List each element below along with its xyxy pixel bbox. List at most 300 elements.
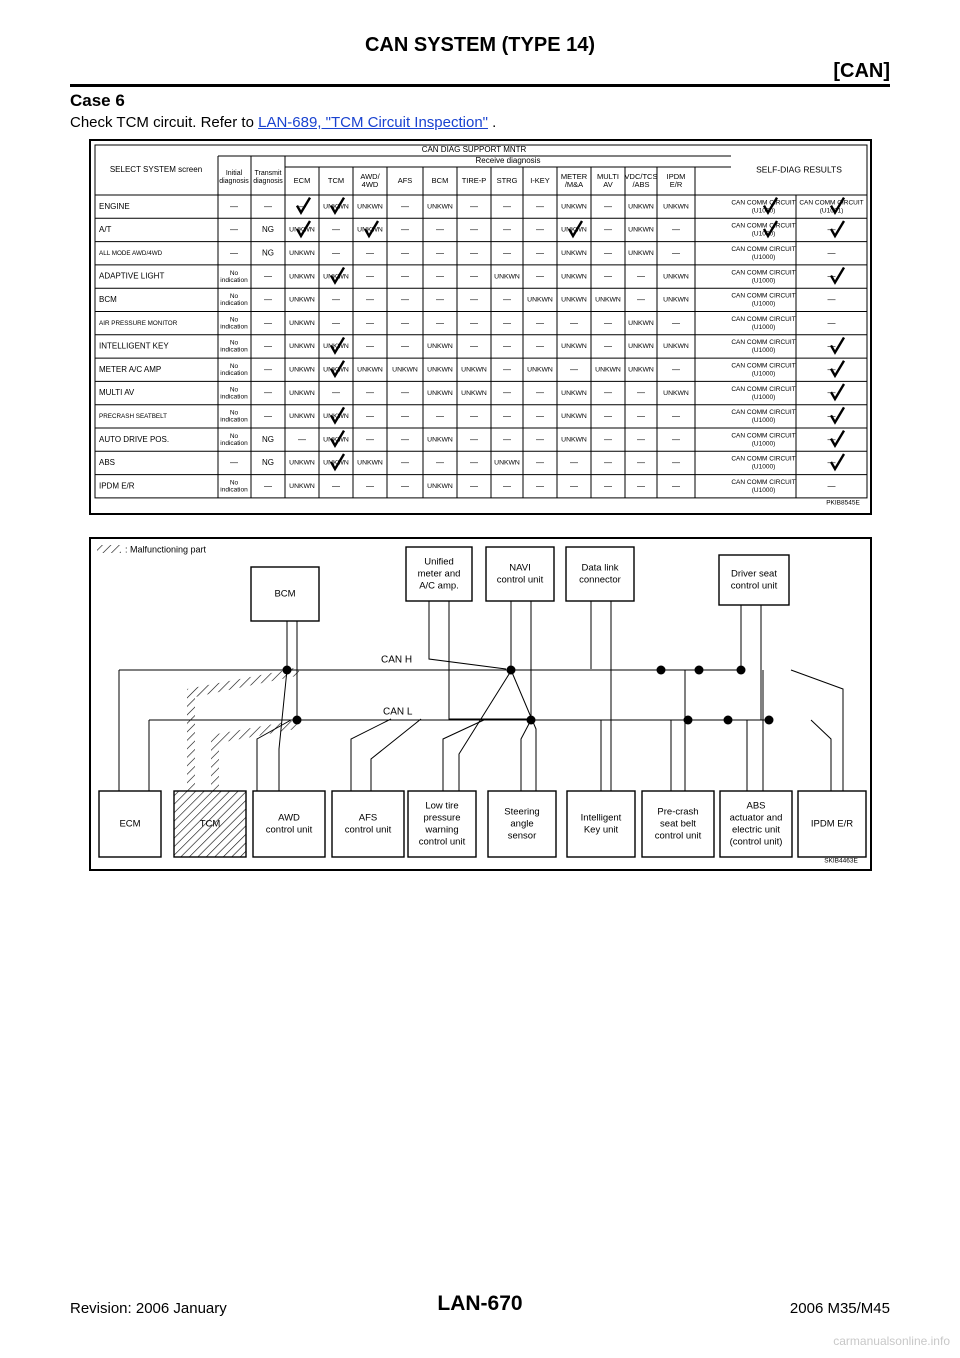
junction-dot bbox=[283, 666, 292, 675]
receive-value: — bbox=[401, 434, 409, 444]
bottom-unit-box-label: (control unit) bbox=[729, 836, 783, 848]
receive-column-header: E/R bbox=[669, 179, 683, 189]
receive-value: — bbox=[470, 271, 478, 281]
receive-value: — bbox=[604, 341, 612, 351]
receive-value: UNKWN bbox=[561, 203, 587, 211]
row-system-name: METER A/C AMP bbox=[99, 364, 162, 374]
receive-value: UNKWN bbox=[527, 296, 553, 304]
receive-value: — bbox=[401, 294, 409, 304]
receive-value: — bbox=[672, 411, 680, 421]
instruction-text bbox=[70, 114, 496, 131]
top-unit-box-label: Driver seat bbox=[731, 568, 777, 580]
receive-value: — bbox=[366, 481, 374, 491]
bottom-unit-box-label: control unit bbox=[265, 824, 313, 836]
receive-value: — bbox=[503, 248, 511, 258]
junction-dot bbox=[695, 666, 704, 675]
top-unit-box-label: A/C amp. bbox=[419, 580, 459, 592]
initial-diagnosis-value: indication bbox=[220, 416, 248, 424]
inspection-link[interactable]: LAN-689, "TCM Circuit Inspection" bbox=[258, 114, 489, 131]
receive-value: UNKWN bbox=[527, 366, 553, 374]
receive-value: — bbox=[470, 318, 478, 328]
row-system-name: ALL MODE AWD/4WD bbox=[99, 249, 163, 257]
can-diag-table-figure bbox=[89, 139, 872, 515]
receive-value: — bbox=[672, 318, 680, 328]
receive-value: UNKWN bbox=[561, 413, 587, 421]
bottom-unit-box-label: Intelligent bbox=[580, 812, 622, 824]
receive-value: — bbox=[637, 388, 645, 398]
top-unit-box-label: meter and bbox=[417, 568, 461, 580]
receive-value: UNKWN bbox=[427, 483, 453, 491]
receive-value: — bbox=[298, 434, 306, 444]
page-title: CAN SYSTEM (TYPE 14) bbox=[364, 34, 596, 56]
receive-value: — bbox=[604, 201, 612, 211]
receive-value: — bbox=[503, 318, 511, 328]
junction-dot bbox=[507, 666, 516, 675]
receive-value: — bbox=[332, 318, 340, 328]
transmit-diagnosis-value: — bbox=[264, 411, 272, 421]
receive-value: — bbox=[436, 271, 444, 281]
receive-value: UNKWN bbox=[561, 296, 587, 304]
initial-diagnosis-value: — bbox=[230, 458, 238, 468]
top-unit-box-label: NAVI bbox=[509, 562, 531, 574]
receive-value: — bbox=[604, 225, 612, 235]
initial-diagnosis-value: No bbox=[229, 339, 239, 347]
junction-dot bbox=[293, 716, 302, 725]
initial-diagnosis-value: indication bbox=[220, 346, 248, 354]
self-diag-value: CAN COMM CIRCUIT bbox=[731, 199, 796, 207]
receive-value: — bbox=[503, 481, 511, 491]
receive-value: — bbox=[570, 318, 578, 328]
receive-value: UNKWN bbox=[323, 459, 349, 467]
initial-diagnosis-value: No bbox=[229, 432, 239, 440]
receive-value: UNKWN bbox=[357, 226, 383, 234]
receive-value: UNKWN bbox=[289, 343, 315, 351]
transmit-diagnosis-value: — bbox=[264, 364, 272, 374]
malfunction-harness-l bbox=[211, 720, 301, 791]
can-l-label: CAN L bbox=[383, 706, 413, 718]
receive-value: — bbox=[366, 294, 374, 304]
receive-column-header: BCM bbox=[431, 175, 449, 185]
legend-text: : Malfunctioning part bbox=[125, 544, 207, 555]
self-diag-value: (U1000) bbox=[751, 207, 776, 215]
self-diag-value: CAN COMM CIRCUIT bbox=[731, 409, 796, 417]
receive-value: — bbox=[401, 201, 409, 211]
initial-diagnosis-value: No bbox=[229, 362, 239, 370]
bottom-unit-box-label: control unit bbox=[654, 830, 702, 842]
receive-column-header: VDC/TCS bbox=[624, 171, 658, 181]
receive-value: — bbox=[604, 318, 612, 328]
receive-value: — bbox=[503, 201, 511, 211]
receive-value: UNKWN bbox=[289, 319, 315, 327]
self-diag-value: — bbox=[827, 411, 836, 421]
receive-value: — bbox=[536, 458, 544, 468]
receive-value: — bbox=[366, 271, 374, 281]
self-diag-value: (U1000) bbox=[751, 370, 776, 378]
figure-code: PKIB8545E bbox=[826, 499, 860, 507]
receive-value: UNKWN bbox=[461, 389, 487, 397]
row-system-name: ENGINE bbox=[99, 201, 130, 211]
wire bbox=[371, 719, 421, 791]
receive-value: UNKWN bbox=[357, 203, 383, 211]
self-diag-value: (U1000) bbox=[751, 440, 776, 448]
revision-label: Revision: 2006 January bbox=[70, 1300, 227, 1317]
receive-value: — bbox=[436, 318, 444, 328]
self-diag-value: (U1000) bbox=[751, 347, 776, 355]
receive-value: — bbox=[570, 481, 578, 491]
bottom-unit-box-label: TCM bbox=[199, 818, 221, 830]
receive-value: UNKWN bbox=[595, 366, 621, 374]
receive-column-header: ECM bbox=[293, 175, 311, 185]
top-unit-box-label: BCM bbox=[274, 588, 296, 600]
receive-value: UNKWN bbox=[427, 343, 453, 351]
receive-value: UNKWN bbox=[628, 319, 654, 327]
receive-value: UNKWN bbox=[289, 226, 315, 234]
self-diag-value: — bbox=[827, 248, 836, 258]
wire bbox=[449, 601, 531, 719]
page-number: LAN-670 bbox=[437, 1292, 523, 1315]
receive-value: — bbox=[637, 481, 645, 491]
receive-value: — bbox=[503, 341, 511, 351]
initial-diagnosis-value: No bbox=[229, 386, 239, 394]
initial-diagnosis-value: — bbox=[230, 248, 238, 258]
can-diag-table bbox=[91, 141, 870, 513]
self-diag-value: CAN COMM CIRCUIT bbox=[731, 245, 796, 253]
receive-value: UNKWN bbox=[289, 389, 315, 397]
receive-value: — bbox=[401, 318, 409, 328]
receive-value: UNKWN bbox=[663, 296, 689, 304]
receive-value: — bbox=[604, 388, 612, 398]
self-diag-value: (U1000) bbox=[751, 463, 776, 471]
receive-value: — bbox=[503, 434, 511, 444]
receive-value: — bbox=[536, 271, 544, 281]
receive-value: UNKWN bbox=[628, 250, 654, 258]
initial-diagnosis-value: — bbox=[230, 225, 238, 235]
row-system-name: PRECRASH SEATBELT bbox=[99, 413, 167, 421]
receive-value: — bbox=[470, 248, 478, 258]
receive-value: UNKWN bbox=[494, 459, 520, 467]
receive-value: UNKWN bbox=[561, 389, 587, 397]
initial-diagnosis-value: indication bbox=[220, 369, 248, 377]
initial-diagnosis-value: indication bbox=[220, 393, 248, 401]
receive-column-header: METER bbox=[560, 171, 588, 181]
bottom-unit-box-label: pressure bbox=[423, 812, 461, 824]
receive-value: UNKWN bbox=[663, 389, 689, 397]
receive-value: UNKWN bbox=[663, 273, 689, 281]
receive-value: UNKWN bbox=[427, 436, 453, 444]
receive-value: UNKWN bbox=[289, 366, 315, 374]
initial-diagnosis-value: No bbox=[229, 409, 239, 417]
receive-value: UNKWN bbox=[323, 436, 349, 444]
receive-value: UNKWN bbox=[561, 226, 587, 234]
receive-value: — bbox=[536, 434, 544, 444]
receive-value: — bbox=[401, 341, 409, 351]
receive-diagnosis-header: Receive diagnosis bbox=[475, 156, 541, 166]
self-diag-value: CAN COMM CIRCUIT bbox=[731, 292, 796, 300]
row-system-name: AUTO DRIVE POS. bbox=[99, 434, 170, 444]
wire bbox=[791, 670, 843, 791]
receive-value: UNKWN bbox=[628, 203, 654, 211]
receive-value: — bbox=[536, 481, 544, 491]
self-diag-value: (U1000) bbox=[751, 393, 776, 401]
row-system-name: ADAPTIVE LIGHT bbox=[99, 271, 165, 281]
receive-column-header: TIRE-P bbox=[461, 175, 487, 185]
transmit-diagnosis-value: NG bbox=[262, 225, 274, 235]
receive-value: — bbox=[470, 341, 478, 351]
receive-value: — bbox=[672, 225, 680, 235]
receive-value: — bbox=[332, 481, 340, 491]
row-system-name: ABS bbox=[99, 458, 116, 468]
receive-value: — bbox=[332, 388, 340, 398]
self-diag-value: — bbox=[827, 364, 836, 374]
receive-value: — bbox=[637, 458, 645, 468]
receive-value: — bbox=[401, 225, 409, 235]
receive-column-header: TCM bbox=[327, 175, 345, 185]
receive-value: — bbox=[503, 294, 511, 304]
header-divider bbox=[70, 84, 890, 87]
receive-value: — bbox=[536, 248, 544, 258]
top-unit-box-label: Data link bbox=[581, 562, 619, 574]
receive-value: UNKWN bbox=[323, 413, 349, 421]
receive-value: UNKWN bbox=[357, 366, 383, 374]
junction-dot bbox=[527, 716, 536, 725]
junction-dot bbox=[765, 716, 774, 725]
receive-value: UNKWN bbox=[427, 366, 453, 374]
self-diag-value: — bbox=[827, 458, 836, 468]
receive-value: — bbox=[570, 458, 578, 468]
self-diag-value: — bbox=[827, 481, 836, 491]
receive-column-header: STRG bbox=[496, 175, 518, 185]
select-system-header: SELECT SYSTEM screen bbox=[109, 165, 203, 175]
receive-value: UNKWN bbox=[357, 459, 383, 467]
receive-value: UNKWN bbox=[289, 483, 315, 491]
receive-value: UNKWN bbox=[663, 203, 689, 211]
case-heading: Case 6 bbox=[70, 91, 125, 110]
receive-column-header: AWD/ bbox=[360, 171, 380, 181]
receive-value: — bbox=[536, 201, 544, 211]
initial-diagnosis-value: indication bbox=[220, 439, 248, 447]
self-diag-value: (U1001) bbox=[819, 207, 844, 215]
initial-diagnosis-header: diagnosis bbox=[219, 177, 249, 185]
receive-value: — bbox=[401, 388, 409, 398]
receive-value: UNKWN bbox=[595, 296, 621, 304]
table-title: CAN DIAG SUPPORT MNTR bbox=[421, 145, 527, 155]
top-unit-box-label: connector bbox=[579, 574, 621, 586]
receive-value: — bbox=[536, 388, 544, 398]
receive-value: UNKWN bbox=[561, 343, 587, 351]
junction-dot bbox=[684, 716, 693, 725]
receive-value: — bbox=[503, 364, 511, 374]
wire bbox=[521, 720, 531, 791]
initial-diagnosis-value: No bbox=[229, 316, 239, 324]
junction-dot bbox=[737, 666, 746, 675]
receive-value: UNKWN bbox=[289, 250, 315, 258]
transmit-diagnosis-header: Transmit bbox=[254, 169, 282, 177]
receive-value: — bbox=[637, 271, 645, 281]
receive-value: UNKWN bbox=[392, 366, 418, 374]
receive-value: — bbox=[436, 294, 444, 304]
receive-value: UNKWN bbox=[323, 273, 349, 281]
bottom-unit-box-label: Steering bbox=[504, 806, 540, 818]
bottom-unit-box-label: Pre-crash bbox=[657, 806, 699, 818]
receive-column-header: /ABS bbox=[632, 179, 650, 189]
receive-value: UNKWN bbox=[561, 273, 587, 281]
row-system-name: BCM bbox=[99, 294, 117, 304]
transmit-diagnosis-value: NG bbox=[262, 248, 274, 258]
self-diag-value: (U1000) bbox=[751, 486, 776, 494]
self-diag-value: CAN COMM CIRCUIT bbox=[731, 432, 796, 440]
receive-value: UNKWN bbox=[289, 413, 315, 421]
transmit-diagnosis-header: diagnosis bbox=[253, 177, 283, 185]
receive-value: UNKWN bbox=[628, 226, 654, 234]
receive-value: — bbox=[604, 271, 612, 281]
receive-value: UNKWN bbox=[289, 459, 315, 467]
receive-value: — bbox=[503, 388, 511, 398]
bottom-unit-box-label: Key unit bbox=[583, 824, 619, 836]
transmit-diagnosis-value: — bbox=[264, 294, 272, 304]
receive-value: — bbox=[672, 434, 680, 444]
can-h-label: CAN H bbox=[381, 654, 413, 666]
bottom-unit-box-label: sensor bbox=[507, 830, 537, 842]
bottom-unit-box-label: angle bbox=[510, 818, 534, 830]
receive-value: UNKWN bbox=[561, 436, 587, 444]
receive-value: — bbox=[436, 248, 444, 258]
receive-value: — bbox=[366, 388, 374, 398]
bottom-unit-box-label: IPDM E/R bbox=[810, 818, 854, 830]
self-diag-value: CAN COMM CIRCUIT bbox=[731, 385, 796, 393]
receive-value: — bbox=[503, 225, 511, 235]
row-system-name: A/T bbox=[99, 225, 112, 235]
receive-value: UNKWN bbox=[628, 343, 654, 351]
junction-dot bbox=[724, 716, 733, 725]
receive-value: — bbox=[401, 271, 409, 281]
bottom-unit-box-label: AWD bbox=[278, 812, 300, 824]
wire bbox=[811, 720, 831, 791]
bottom-unit-box-label: actuator and bbox=[729, 812, 783, 824]
self-diag-value: (U1000) bbox=[751, 253, 776, 261]
receive-value: UNKWN bbox=[427, 389, 453, 397]
receive-value: — bbox=[637, 411, 645, 421]
wire bbox=[511, 670, 536, 791]
initial-diagnosis-value: indication bbox=[220, 486, 248, 494]
self-diag-value: CAN COMM CIRCUIT bbox=[731, 269, 796, 277]
receive-column-header: I-KEY bbox=[530, 175, 550, 185]
receive-value: UNKWN bbox=[663, 343, 689, 351]
receive-column-header: MULTI bbox=[597, 171, 619, 181]
wire bbox=[443, 719, 486, 791]
receive-value: — bbox=[332, 225, 340, 235]
bottom-unit-box-label: ECM bbox=[119, 818, 141, 830]
self-diag-value: CAN COMM CIRCUIT bbox=[731, 339, 796, 347]
receive-value: — bbox=[604, 411, 612, 421]
receive-value: — bbox=[604, 434, 612, 444]
self-diag-value: (U1000) bbox=[751, 323, 776, 331]
initial-diagnosis-value: indication bbox=[220, 276, 248, 284]
receive-value: — bbox=[672, 248, 680, 258]
receive-value: UNKWN bbox=[427, 203, 453, 211]
self-diag-value: — bbox=[827, 318, 836, 328]
initial-diagnosis-value: — bbox=[230, 201, 238, 211]
receive-column-header: AFS bbox=[397, 175, 413, 185]
transmit-diagnosis-value: — bbox=[264, 388, 272, 398]
top-unit-box-label: Unified bbox=[424, 556, 454, 568]
receive-value: — bbox=[470, 458, 478, 468]
receive-value: — bbox=[604, 248, 612, 258]
receive-value: — bbox=[604, 481, 612, 491]
self-diag-value: — bbox=[827, 341, 836, 351]
receive-value: UNKWN bbox=[323, 366, 349, 374]
transmit-diagnosis-value: — bbox=[264, 318, 272, 328]
model-label: 2006 M35/M45 bbox=[789, 1300, 890, 1317]
self-diag-value: — bbox=[827, 271, 836, 281]
self-diag-value: — bbox=[827, 434, 836, 444]
top-unit-box-label: control unit bbox=[496, 574, 544, 586]
receive-value: — bbox=[604, 458, 612, 468]
receive-value: UNKWN bbox=[323, 343, 349, 351]
initial-diagnosis-value: indication bbox=[220, 323, 248, 331]
initial-diagnosis-value: No bbox=[229, 293, 239, 301]
top-unit-box-label: control unit bbox=[730, 580, 778, 592]
bottom-unit-box-label: AFS bbox=[358, 812, 378, 824]
initial-diagnosis-value: No bbox=[229, 479, 239, 487]
wire bbox=[459, 671, 511, 791]
bottom-unit-box-label: ABS bbox=[746, 800, 766, 812]
receive-value: — bbox=[470, 225, 478, 235]
figure-code: SKIB4463E bbox=[824, 857, 858, 865]
receive-value: — bbox=[401, 248, 409, 258]
receive-value: — bbox=[536, 411, 544, 421]
self-diag-value: — bbox=[827, 388, 836, 398]
instruction-suffix: . bbox=[488, 114, 497, 131]
row-system-name: AIR PRESSURE MONITOR bbox=[99, 319, 178, 327]
receive-value: UNKWN bbox=[561, 250, 587, 258]
bottom-unit-box-label: electric unit bbox=[731, 824, 781, 836]
receive-value: — bbox=[672, 364, 680, 374]
can-wiring-diagram-figure bbox=[89, 537, 872, 871]
initial-diagnosis-header: Initial bbox=[225, 169, 243, 177]
self-diag-value: (U1000) bbox=[751, 277, 776, 285]
receive-value: — bbox=[637, 294, 645, 304]
bottom-unit-box-label: seat belt bbox=[660, 818, 696, 830]
receive-value: — bbox=[436, 225, 444, 235]
self-diag-value: (U1000) bbox=[751, 417, 776, 425]
receive-value: — bbox=[332, 294, 340, 304]
self-diag-value: CAN COMM CIRCUIT bbox=[731, 222, 796, 230]
can-wiring-diagram bbox=[91, 539, 870, 869]
receive-value: — bbox=[503, 411, 511, 421]
receive-value: UNKWN bbox=[494, 273, 520, 281]
receive-value: — bbox=[366, 248, 374, 258]
receive-value: — bbox=[401, 481, 409, 491]
receive-value: — bbox=[470, 411, 478, 421]
receive-column-header: 4WD bbox=[361, 179, 379, 189]
receive-value: UNKWN bbox=[628, 366, 654, 374]
receive-value: UNKWN bbox=[323, 203, 349, 211]
wire bbox=[429, 601, 506, 669]
self-diag-header: SELF-DIAG RESULTS bbox=[756, 164, 842, 175]
receive-value: UNKWN bbox=[461, 366, 487, 374]
receive-value: — bbox=[366, 341, 374, 351]
receive-value: — bbox=[672, 458, 680, 468]
receive-value: — bbox=[436, 458, 444, 468]
receive-value: — bbox=[401, 411, 409, 421]
initial-diagnosis-value: indication bbox=[220, 300, 248, 308]
receive-value: — bbox=[366, 434, 374, 444]
bottom-unit-box-label: Low tire bbox=[425, 800, 459, 812]
receive-value: — bbox=[366, 318, 374, 328]
receive-value: — bbox=[536, 341, 544, 351]
self-diag-value: CAN COMM CIRCUIT bbox=[799, 199, 864, 207]
self-diag-value: CAN COMM CIRCUIT bbox=[731, 315, 796, 323]
